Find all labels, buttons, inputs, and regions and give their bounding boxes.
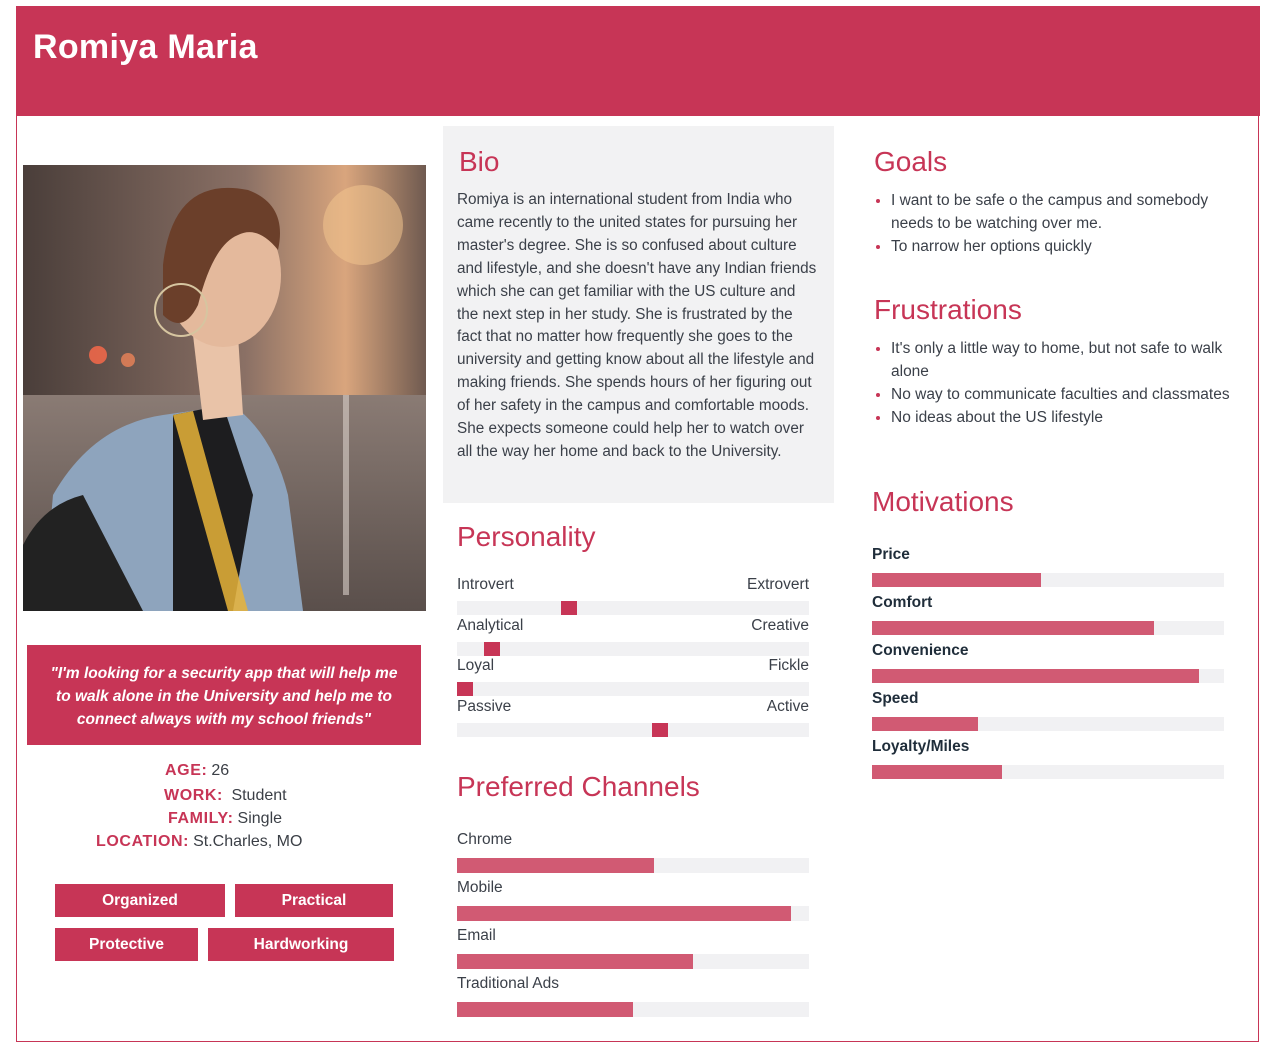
trait-tag: Protective: [55, 928, 198, 961]
trait-slider-track: [457, 601, 809, 615]
trait-slider-track: [457, 723, 809, 737]
trait-slider-track: [457, 682, 809, 696]
motivation-bar-fill: [872, 573, 1041, 587]
age-fact: [165, 762, 229, 780]
age-label: AGE:: [165, 762, 208, 779]
channel-bar-track: [457, 906, 809, 921]
trait-tag: Hardworking: [208, 928, 394, 961]
channel-label: Email: [457, 927, 496, 944]
trait-left-label: Analytical: [457, 617, 524, 634]
age-value: 26: [211, 762, 230, 779]
channel-label: Chrome: [457, 831, 513, 848]
trait-left-label: Passive: [457, 698, 512, 715]
trait-slider-marker: [457, 682, 473, 696]
channel-bar-fill: [457, 1002, 633, 1017]
trait-slider-marker: [561, 601, 577, 615]
work-value: Student: [231, 787, 287, 804]
trait-right-label: Active: [766, 698, 809, 715]
family-value: Single: [237, 810, 283, 827]
motivation-label: Speed: [872, 690, 919, 707]
bio-panel: [443, 126, 834, 503]
motivations-title: Motivations: [872, 486, 1014, 517]
trait-slider-marker: [484, 642, 500, 656]
channel-bar-fill: [457, 954, 693, 969]
channel-label: Traditional Ads: [457, 975, 559, 992]
channel-bar-track: [457, 954, 809, 969]
motivation-bar-track: [872, 765, 1224, 779]
motivation-bar-fill: [872, 621, 1154, 635]
motivation-label: Convenience: [872, 642, 969, 659]
header-banner: [16, 6, 1260, 116]
motivation-bar-fill: [872, 669, 1199, 683]
motivation-bar-track: [872, 717, 1224, 731]
trait-left-label: Loyal: [457, 657, 495, 674]
persona-quote: "I'm looking for a security app that will help me to walk alone in the University and help me to connect always with my school friends": [27, 645, 421, 745]
motivation-label: Price: [872, 546, 910, 563]
list-item: I want to be safe o the campus and somebody needs to be watching over me.: [873, 189, 1233, 235]
family-label: FAMILY:: [168, 810, 234, 827]
family-fact: [168, 810, 282, 828]
frustrations-title: Frustrations: [874, 294, 1022, 325]
goals-list: [873, 189, 1233, 258]
channels-title: Preferred Channels: [457, 771, 700, 802]
trait-right-label: Creative: [751, 617, 809, 634]
goals-title: Goals: [874, 146, 948, 177]
portrait-image: [23, 165, 426, 611]
location-label: LOCATION:: [96, 833, 190, 850]
motivation-bar-fill: [872, 717, 978, 731]
list-item: No way to communicate faculties and classmates: [873, 383, 1235, 406]
persona-photo: [23, 165, 426, 611]
list-item: No ideas about the US lifestyle: [873, 406, 1235, 429]
channel-bar-fill: [457, 858, 654, 873]
list-item: It's only a little way to home, but not safe to walk alone: [873, 337, 1235, 383]
trait-right-label: Extrovert: [746, 576, 809, 593]
motivation-bar-track: [872, 573, 1224, 587]
motivation-bar-fill: [872, 765, 1002, 779]
trait-left-label: Introvert: [457, 576, 514, 593]
location-fact: [96, 833, 302, 851]
channel-bar-fill: [457, 906, 791, 921]
list-item: To narrow her options quickly: [873, 235, 1233, 258]
work-fact: [164, 787, 287, 805]
frustrations-list: [873, 337, 1235, 429]
channel-bar-track: [457, 1002, 809, 1017]
channel-bar-track: [457, 858, 809, 873]
persona-name: Romiya Maria: [33, 28, 258, 66]
motivation-bar-track: [872, 669, 1224, 683]
work-label: WORK:: [164, 787, 223, 804]
personality-title: Personality: [457, 521, 596, 552]
trait-right-label: Fickle: [768, 657, 809, 674]
trait-tag: Organized: [55, 884, 225, 917]
bio-text: Romiya is an international student from India who came recently to the united states for pursuing her master's degree. She is so confused about culture and lifestyle, and she doesn't have any Indian friends which she can get familiar with the US culture and the next step in her study. She is frustrated by the fact that no matter how frequently she goes to the university and getting know about all the lifestyle and making friends. She spends hours of her figuring out of her safety in the campus and comfortable moods. She expects someone could help her to watch over all the way her home and back to the University.: [457, 191, 817, 460]
trait-tag: Practical: [235, 884, 393, 917]
motivation-bar-track: [872, 621, 1224, 635]
motivation-label: Comfort: [872, 594, 933, 611]
trait-slider-track: [457, 642, 809, 656]
motivation-label: Loyalty/Miles: [872, 738, 970, 755]
trait-slider-marker: [652, 723, 668, 737]
bio-title: Bio: [459, 146, 500, 177]
channel-label: Mobile: [457, 879, 503, 896]
location-value: St.Charles, MO: [193, 833, 303, 850]
